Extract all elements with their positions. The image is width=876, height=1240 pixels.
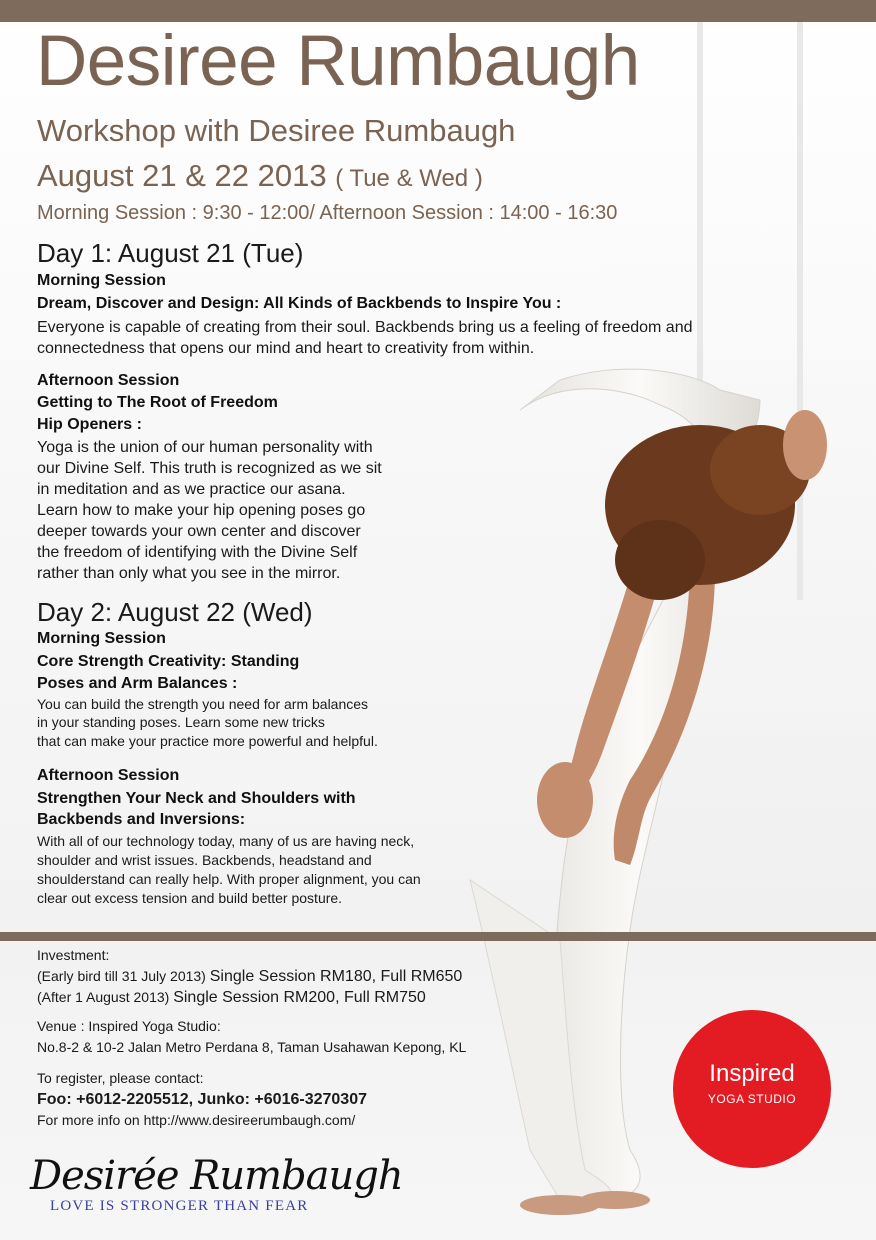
early-bird-price [37, 966, 466, 987]
more-info-link[interactable]: For more info on http://www.desireerumbaugh.com/ [37, 1112, 356, 1128]
session-times: Morning Session : 9:30 - 12:00/ Afternoon Session : 14:00 - 16:30 [37, 202, 618, 224]
workshop-dates [37, 157, 483, 198]
day1-morning-title: Dream, Discover and Design: All Kinds of Backbends to Inspire You : [37, 295, 562, 312]
day1-morning-line-2: connectedness that opens our mind and heart to creativity from within. [37, 340, 535, 357]
day2-morning-line-2: in your standing poses. Learn some new tricks [37, 714, 325, 730]
logo-inspired-text: Inspired [709, 1060, 795, 1087]
day1-afternoon-line-1: Yoga is the union of our human personality with [37, 439, 373, 456]
day1-afternoon-title-1: Getting to The Root of Freedom [37, 394, 278, 411]
signature-tagline: LOVE IS STRONGER THAN FEAR [50, 1198, 309, 1214]
day2-morning-line-3: that can make your practice more powerful and helpful. [37, 733, 378, 749]
day2-morning-title-2: Poses and Arm Balances : [37, 675, 238, 692]
day1-morning-line-1: Everyone is capable of creating from their soul. Backbends bring us a feeling of freedom and [37, 319, 693, 336]
day1-heading: Day 1: August 21 (Tue) [37, 238, 304, 268]
venue-address: No.8-2 & 10-2 Jalan Metro Perdana 8, Taman Usahawan Kepong, KL [37, 1039, 467, 1055]
day1-afternoon-label: Afternoon Session [37, 372, 180, 389]
register-label: To register, please contact: [37, 1070, 204, 1086]
logo-studio-text: YOGA STUDIO [707, 1092, 797, 1106]
investment-label: Investment: [37, 947, 110, 963]
late-price [37, 987, 466, 1008]
main-title: Desiree Rumbaugh [36, 22, 640, 101]
day1-afternoon-line-4: Learn how to make your hip opening poses go [37, 502, 366, 519]
day1-afternoon-line-5: deeper towards your own center and discover [37, 523, 361, 540]
subtitle: Workshop with Desiree Rumbaugh [37, 113, 516, 148]
day2-afternoon-line-3: shoulderstand can really help. With proper alignment, you can [37, 871, 421, 887]
day2-heading: Day 2: August 22 (Wed) [37, 597, 313, 627]
day2-afternoon-line-4: clear out excess tension and build better posture. [37, 890, 343, 906]
day1-afternoon-title-2: Hip Openers : [37, 416, 142, 433]
signature-logo: Desirée Rumbaugh [30, 1153, 403, 1199]
inspired-yoga-logo [673, 1010, 831, 1168]
day1-afternoon-line-7: rather than only what you see in the mirror. [37, 565, 341, 582]
venue: Venue : Inspired Yoga Studio: [37, 1018, 221, 1034]
day1-afternoon-line-3: in meditation and as we practice our asana. [37, 481, 346, 498]
footer-info [37, 945, 466, 1131]
late-amount: Single Session RM200, Full RM750 [173, 989, 426, 1006]
late-note: (After 1 August 2013) [37, 989, 170, 1005]
day2-morning-title-1: Core Strength Creativity: Standing [37, 653, 300, 670]
day2-afternoon-line-1: With all of our technology today, many of us are having neck, [37, 833, 415, 849]
day2-afternoon-title-1: Strengthen Your Neck and Shoulders with [37, 790, 356, 807]
day1-afternoon-line-2: our Divine Self. This truth is recognized as we sit [37, 460, 382, 477]
dates-days: ( Tue & Wed ) [335, 165, 483, 192]
day2-afternoon-label: Afternoon Session [37, 767, 180, 784]
day1-morning-label: Morning Session [37, 272, 166, 289]
early-bird-amount: Single Session RM180, Full RM650 [209, 968, 463, 985]
day2-afternoon-title-2: Backbends and Inversions: [37, 811, 246, 828]
day1-afternoon-line-6: the freedom of identifying with the Divine Self [37, 544, 358, 561]
day2-morning-label: Morning Session [37, 630, 166, 647]
day2-morning-line-1: You can build the strength you need for arm balances [37, 696, 369, 712]
early-bird-note: (Early bird till 31 July 2013) [37, 968, 206, 984]
contact-numbers: Foo: +6012-2205512, Junko: +6016-3270307 [37, 1091, 367, 1108]
dates-main: August 21 & 22 2013 [37, 158, 327, 193]
day2-afternoon-line-2: shoulder and wrist issues. Backbends, headstand and [37, 852, 372, 868]
divider-bar [0, 932, 876, 941]
